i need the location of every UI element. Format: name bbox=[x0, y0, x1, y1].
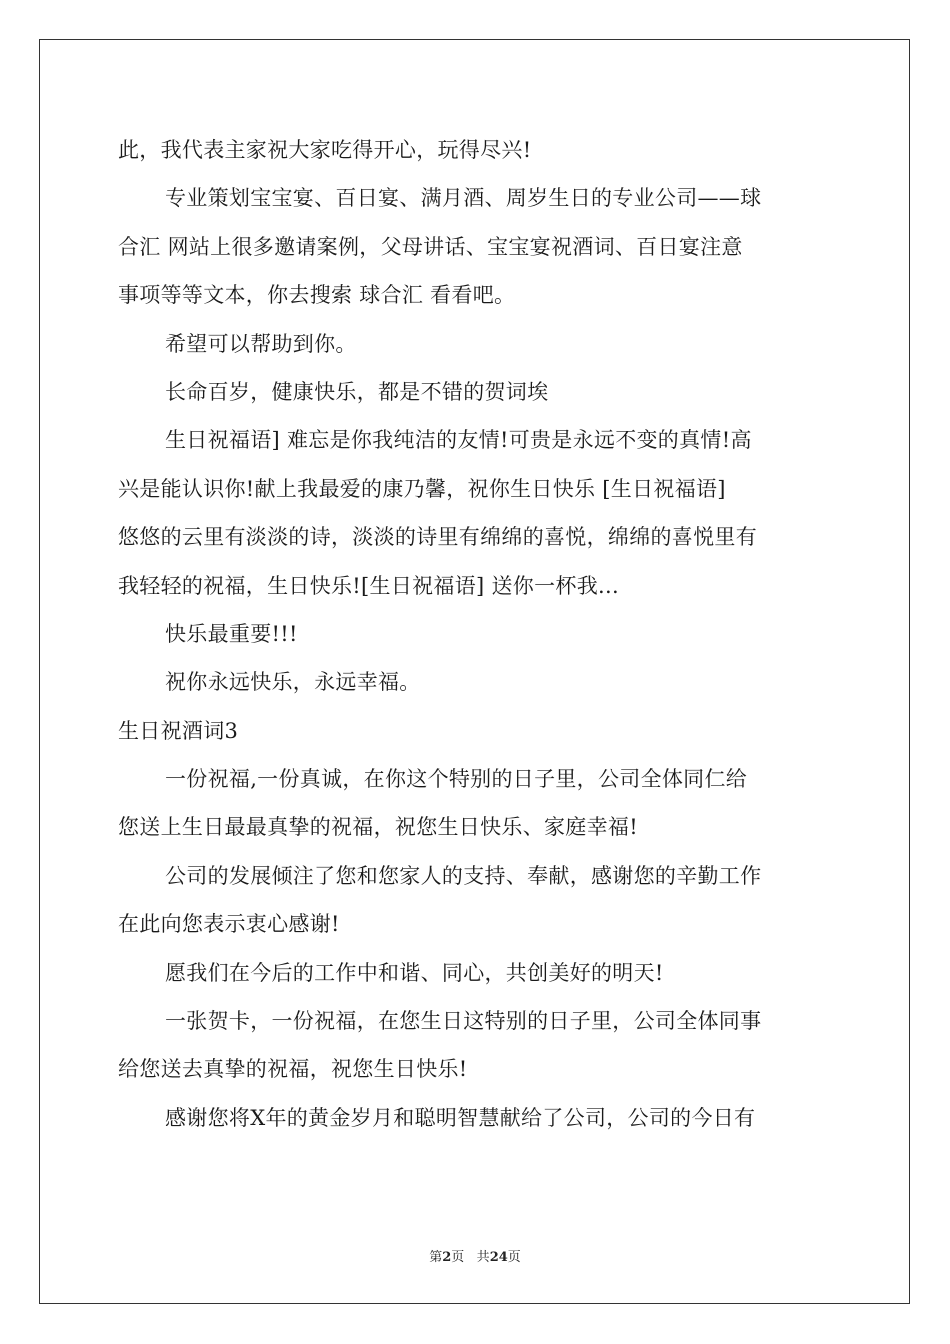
text-line: 愿我们在今后的工作中和谐、同心，共创美好的明天! bbox=[165, 960, 664, 985]
text-line: 兴是能认识你!献上我最爱的康乃馨，祝你生日快乐 [生日祝福语] bbox=[118, 476, 726, 501]
text-line: 悠悠的云里有淡淡的诗，淡淡的诗里有绵绵的喜悦，绵绵的喜悦里有 bbox=[118, 525, 757, 550]
text-line: 快乐最重要!!! bbox=[165, 621, 298, 646]
text-line: 在此向您表示衷心感谢! bbox=[118, 912, 340, 937]
current-page-number: 2 bbox=[442, 1250, 452, 1265]
text-line: 公司的发展倾注了您和您家人的支持、奉献，感谢您的辛勤工作 bbox=[165, 863, 762, 888]
text-line: 生日祝福语] 难忘是你我纯洁的友情!可贵是永远不变的真情!高 bbox=[165, 428, 752, 453]
text-line: 事项等等文本，你去搜索 球合汇 看看吧。 bbox=[118, 283, 516, 308]
footer-page-suffix: 页 bbox=[451, 1250, 465, 1265]
text-line: 我轻轻的祝福，生日快乐![生日祝福语] 送你一杯我... bbox=[118, 573, 619, 598]
document-body bbox=[118, 126, 834, 1142]
footer-total-prefix: 共 bbox=[476, 1250, 490, 1265]
total-page-count: 24 bbox=[489, 1250, 508, 1265]
text-line: 合汇 网站上很多邀请案例，父母讲话、宝宝宴祝酒词、百日宴注意 bbox=[118, 234, 743, 259]
page-footer bbox=[0, 1246, 950, 1265]
text-line: 给您送去真挚的祝福，祝您生日快乐! bbox=[118, 1057, 468, 1082]
footer-total-suffix: 页 bbox=[507, 1250, 521, 1265]
text-line: 长命百岁，健康快乐，都是不错的贺词埃 bbox=[165, 379, 549, 404]
text-line: 希望可以帮助到你。 bbox=[165, 331, 357, 356]
text-line: 生日祝酒词3 bbox=[118, 718, 239, 743]
text-line: 祝你永远快乐，永远幸福。 bbox=[165, 670, 421, 695]
text-line: 专业策划宝宝宴、百日宴、满月酒、周岁生日的专业公司——球 bbox=[165, 186, 762, 211]
footer-prefix: 第 bbox=[429, 1250, 443, 1265]
text-line: 一张贺卡，一份祝福，在您生日这特别的日子里，公司全体同事 bbox=[165, 1009, 762, 1034]
text-line: 感谢您将X年的黄金岁月和聪明智慧献给了公司，公司的今日有 bbox=[165, 1105, 756, 1130]
text-line: 此，我代表主家祝大家吃得开心，玩得尽兴! bbox=[118, 138, 532, 162]
text-line: 一份祝福,一份真诚，在你这个特别的日子里，公司全体同仁给 bbox=[165, 767, 748, 792]
text-line: 您送上生日最最真挚的祝福，祝您生日快乐、家庭幸福! bbox=[118, 815, 638, 840]
